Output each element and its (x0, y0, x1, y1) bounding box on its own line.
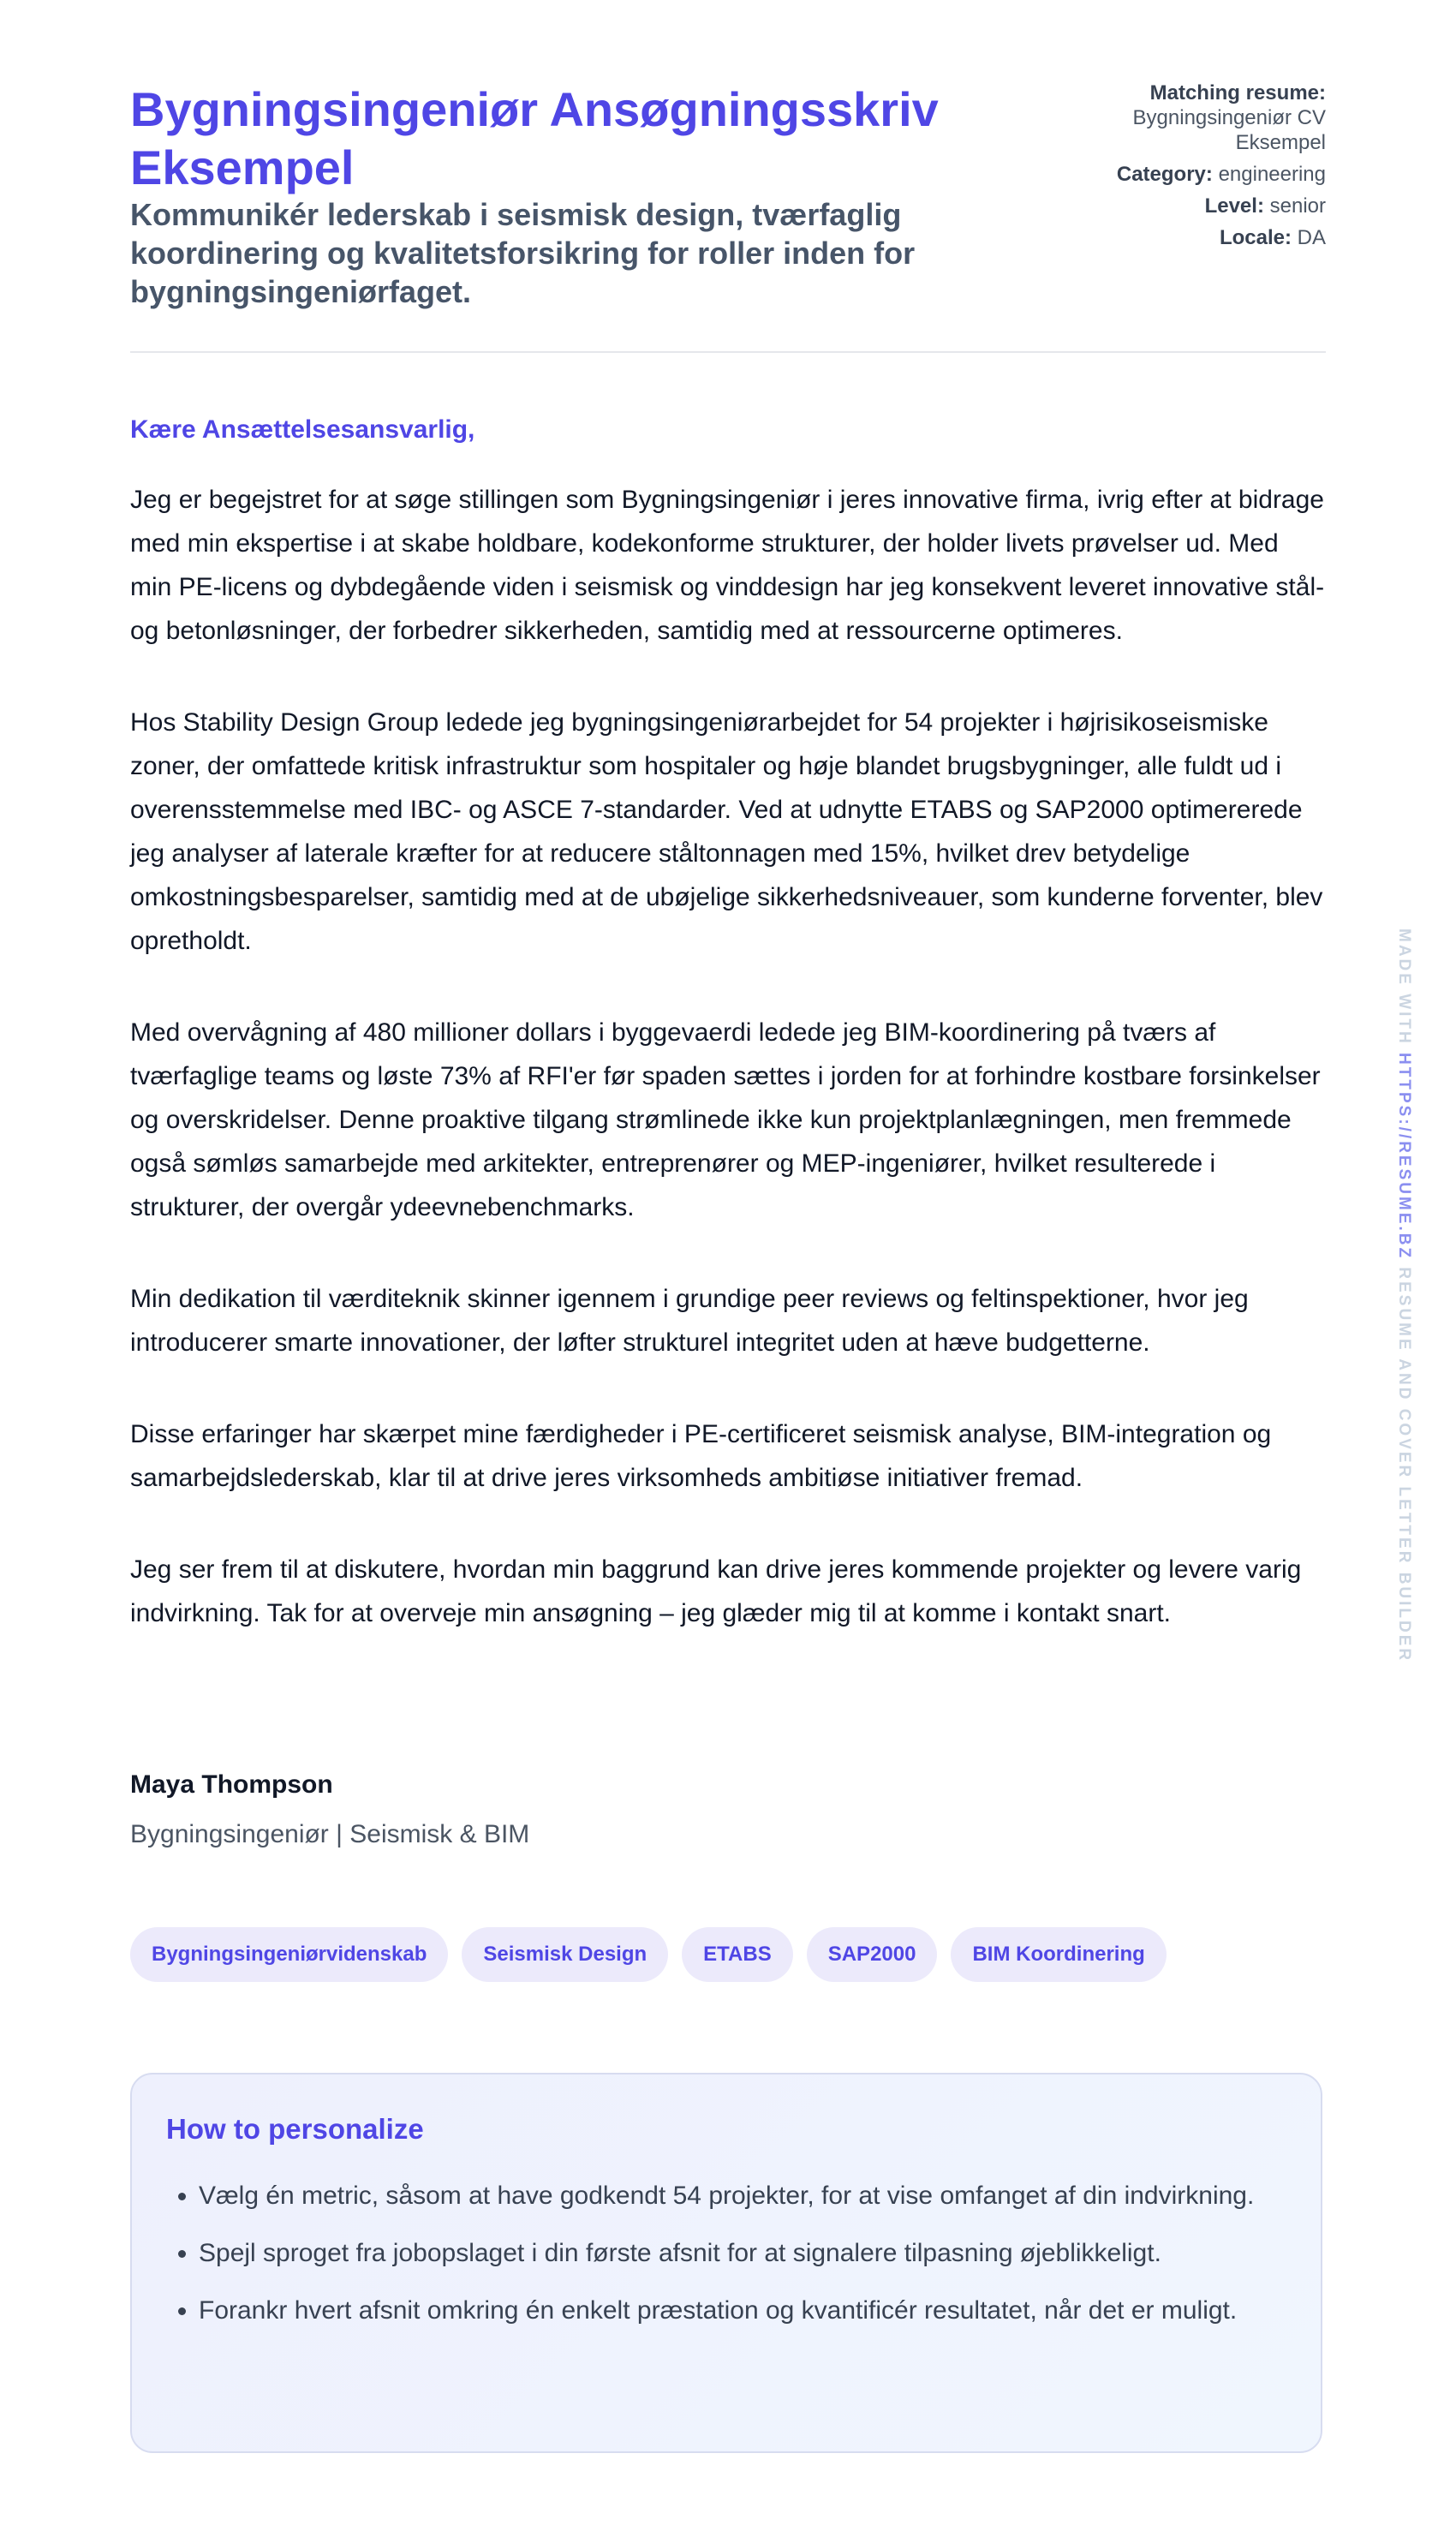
skill-tag: Bygningsingeniørvidenskab (130, 1927, 448, 1982)
signature-title: Bygningsingeniør | Seismisk & BIM (130, 1820, 530, 1848)
meta-category (1069, 162, 1326, 187)
tips-list (166, 2174, 1312, 2346)
page-title: Bygningsingeniør Ansøgningsskriv Eksempel (130, 82, 939, 194)
meta-matching-resume-label: Matching resume: (1149, 81, 1326, 104)
letter-greeting: Kære Ansættelsesansvarlig, (130, 415, 475, 444)
tips-heading: How to personalize (166, 2113, 424, 2145)
personalize-tips-box (130, 2073, 1322, 2453)
header (130, 0, 1326, 351)
meta-matching-resume-value: Bygningsingeniør CV Eksempel (1132, 106, 1326, 154)
meta-locale-value: DA (1297, 226, 1326, 249)
side-credit (1384, 928, 1413, 1663)
skill-tags (130, 1927, 1167, 1982)
skill-tag: ETABS (682, 1927, 793, 1982)
side-credit-prefix: MADE WITH (1395, 928, 1413, 1054)
tip-item: • Forankr hvert afsnit omkring én enkelt præstation og kvantificér resultatet, når det er muligt. (199, 2289, 1312, 2332)
meta-level (1069, 194, 1326, 218)
letter-paragraph: Jeg er begejstret for at søge stillingen som Bygningsingeniør i jeres innovative firma, ivrig efter at bidrage med min ekspertise i at skabe holdbare, kodekonforme strukturer, der holder livets prøvelser ud. Med min PE-licens og dybdegående viden i seismisk og vinddesign har jeg konsekvent leveret innovative stål- og betonløsninger, der forbedrer sikkerheden, samtidig med at ressourcerne optimeres. (130, 486, 1325, 645)
meta-category-value: engineering (1218, 163, 1326, 186)
meta-matching-resume (1069, 81, 1326, 155)
meta-locale (1069, 225, 1326, 250)
letter-paragraph: Med overvågning af 480 millioner dollars i byggevaerdi ledede jeg BIM-koordinering på tværs af tværfaglige teams og løste 73% af RFI'er før spaden sættes i jorden for at forhindre kostbare forsinkelser og overskridelser. Denne proaktive tilgang strømlinede ikke kun projektplanlægningen, men fremmede også sømløs samarbejde med arkitekter, entreprenører og MEP-ingeniører, hvilket resulterede i strukturer, der overgår ydeevnebenchmarks. (130, 1018, 1321, 1221)
tip-item: • Spejl sproget fra jobopslaget i din første afsnit for at signalere tilpasning øjeblikkeligt. (199, 2231, 1312, 2275)
signature-name: Maya Thompson (130, 1770, 333, 1799)
skill-tag: Seismisk Design (462, 1927, 668, 1982)
meta-locale-label: Locale: (1219, 226, 1292, 249)
meta-level-value: senior (1269, 194, 1326, 218)
letter-paragraph: Jeg ser frem til at diskutere, hvordan min baggrund kan drive jeres kommende projekter og levere varig indvirkning. Tak for at overveje min ansøgning – jeg glæder mig til at komme i kontakt snart. (130, 1555, 1302, 1627)
meta-level-label: Level: (1204, 194, 1264, 218)
letter-paragraph: Disse erfaringer har skærpet mine færdigheder i PE-certificeret seismisk analyse, BIM-integration og samarbejdslederskab, klar til at drive jeres virksomheds ambitiøse initiativer fremad. (130, 1420, 1272, 1492)
tip-item: • Vælg én metric, såsom at have godkendt 54 projekter, for at vise omfanget af din indvirkning. (199, 2174, 1312, 2218)
meta-panel (1069, 81, 1326, 257)
header-divider (130, 351, 1326, 353)
cover-letter-page (130, 0, 1326, 2325)
skill-tag: SAP2000 (807, 1927, 938, 1982)
side-credit-link[interactable]: HTTPS://RESUME.BZ (1395, 1053, 1413, 1261)
skill-tag: BIM Koordinering (951, 1927, 1166, 1982)
page-subtitle: Kommunikér lederskab i seismisk design, tværfaglig koordinering og kvalitetsforsikring for roller inden for bygningsingeniørfaget. (130, 197, 916, 309)
letter-body (130, 478, 1326, 1683)
meta-category-label: Category: (1116, 163, 1213, 186)
letter-paragraph: Min dedikation til værditeknik skinner igennem i grundige peer reviews og feltinspektioner, hvor jeg introducerer smarte innovationer, der løfter strukturel integritet uden at hæve budgetterne. (130, 1285, 1249, 1357)
side-credit-suffix: RESUME AND COVER LETTER BUILDER (1395, 1260, 1413, 1663)
letter-paragraph: Hos Stability Design Group ledede jeg bygningsingeniørarbejdet for 54 projekter i højrisikoseismiske zoner, der omfattede kritisk infrastruktur som hospitaler og høje blandet brugsbygninger, alle fuldt ud i overensstemmelse med IBC- og ASCE 7-standarder. Ved at udnytte ETABS og SAP2000 optimererede jeg analyser af laterale kræfter for at reducere ståltonnagen med 15%, hvilket drev betydelige omkostningsbesparelser, samtidig med at de ubøjelige sikkerhedsniveauer, som kunderne forventer, blev opretholdt. (130, 708, 1323, 955)
